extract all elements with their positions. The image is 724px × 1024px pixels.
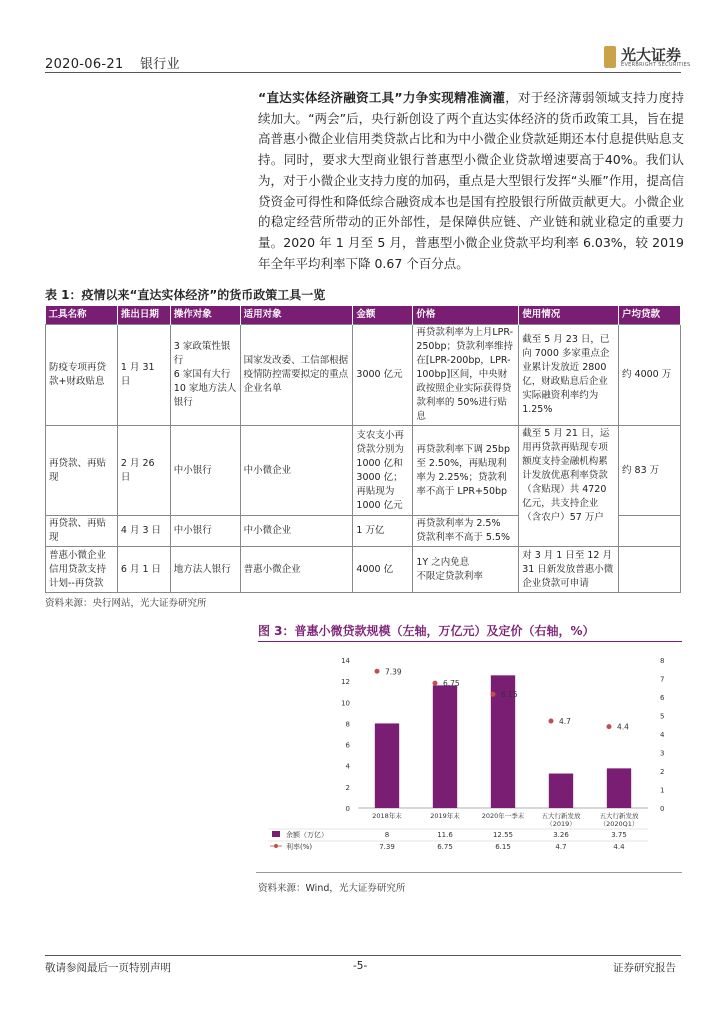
table-row — [46, 547, 681, 593]
rate-data-label: 4.7 — [559, 717, 571, 727]
table-cell: 对 3 月 1 日至 12 月 31 日新发放普惠小微企业贷款可申请 — [519, 547, 619, 593]
footer-divider — [45, 955, 681, 956]
table-cell: 3 家政策性银行 6 家国有大行 10 家地方法人银行 — [170, 325, 240, 426]
data-table-value: 3.26 — [553, 831, 569, 839]
rate-data-label: 6.15 — [501, 690, 518, 700]
rate-point — [375, 669, 380, 674]
table-cell: 4000 亿 — [353, 547, 413, 593]
x-tick-label-sub: （2020Q1） — [599, 820, 639, 828]
table-cell: 再贷款利率为 2.5% 贷款利率不高于 5.5% — [413, 516, 519, 547]
y-right-tick-label: 3 — [660, 749, 665, 758]
table-cell: 4 月 3 日 — [117, 516, 170, 547]
col-header: 价格 — [413, 306, 519, 325]
x-tick-label: 2019年末 — [430, 812, 460, 820]
data-table-value: 4.4 — [613, 843, 625, 851]
x-tick-label: 五大行新发放 — [599, 812, 639, 820]
x-tick-label: 五大行新发放 — [541, 812, 581, 820]
table-cell: 普惠小微企业 — [240, 547, 353, 593]
body-paragraph — [258, 88, 684, 274]
y-right-tick-label: 5 — [660, 712, 665, 721]
table-cell: 截至 5 月 23 日，已向 7000 多家重点企业累计发放近 2800 亿，财政贴息后企业实际融资利率约为 1.25% — [519, 325, 619, 426]
data-table-value: 4.7 — [555, 843, 567, 851]
table-cell: 1 万亿 — [353, 516, 413, 547]
table-cell: 防疫专项再贷款+财政贴息 — [46, 325, 118, 426]
figure-bottom-rule — [256, 872, 682, 873]
table-cell — [619, 547, 681, 593]
loan-chart — [258, 650, 682, 868]
table-cell: 2 月 26 日 — [117, 426, 170, 516]
figure-title-rule — [258, 641, 682, 642]
y-right-tick-label: 1 — [660, 786, 665, 795]
col-header: 操作对象 — [170, 306, 240, 325]
table-cell: 国家发改委、工信部根据疫情防控需要拟定的重点企业名单 — [240, 325, 353, 426]
table-cell: 截至 5 月 21 日，运用再贷款再贴现专项额度支持金融机构累计发放优惠利率贷款（含贴现）共 4720 亿元，共支持企业（含农户）57 万户 — [519, 426, 619, 547]
legend-label: 余额（万亿） — [286, 831, 328, 839]
y-right-tick-label: 8 — [660, 657, 665, 665]
table-cell: 再贷款利率下调 25bp 至 2.50%，再贴现利率为 2.25%；贷款利率不高于 LPR+50bp — [413, 426, 519, 516]
table-cell: 中小微企业 — [240, 426, 353, 516]
table-cell: 中小银行 — [170, 516, 240, 547]
y-left-tick-label: 10 — [341, 699, 350, 708]
x-tick-label-sub: （2019） — [546, 820, 576, 828]
footer-disclaimer: 敬请参阅最后一页特别声明 — [45, 962, 171, 974]
bar — [433, 685, 457, 808]
y-left-tick-label: 14 — [341, 657, 350, 665]
x-tick-label: 2018年末 — [372, 812, 402, 820]
y-right-tick-label: 4 — [660, 731, 665, 739]
rate-point — [549, 719, 554, 724]
legend-swatch-balance — [272, 831, 280, 837]
logo-mark-icon — [604, 46, 616, 68]
table-cell: 地方法人银行 — [170, 547, 240, 593]
rate-data-label: 6.75 — [443, 679, 460, 689]
table-cell — [619, 516, 681, 547]
col-header: 户均贷款 — [619, 306, 681, 325]
rate-point — [433, 681, 438, 686]
data-table-value: 8 — [384, 831, 390, 839]
col-header: 使用情况 — [519, 306, 619, 325]
footer-report-type: 证券研究报告 — [613, 962, 676, 974]
policy-tools-table — [45, 306, 681, 593]
rate-data-label: 7.39 — [385, 667, 402, 677]
bar — [549, 774, 573, 808]
industry-label: 银行业 — [140, 57, 180, 72]
rate-point — [491, 692, 496, 697]
table-cell: 支农支小再贷款分别为 1000 亿和 3000 亿；再贴现为 1000 亿元 — [353, 426, 413, 516]
figure-title: 图 3：普惠小微贷款规模（左轴，万亿元）及定价（右轴，%） — [258, 624, 595, 638]
header-divider — [45, 72, 681, 73]
y-left-tick-label: 4 — [345, 762, 350, 771]
table-source: 资料来源：央行网站，光大证券研究所 — [45, 598, 207, 609]
table-cell: 约 4000 万 — [619, 325, 681, 426]
col-header: 推出日期 — [117, 306, 170, 325]
table-cell: 再贷款、再贴现 — [46, 516, 118, 547]
y-left-tick-label: 12 — [341, 678, 350, 687]
bar — [607, 768, 631, 808]
data-table-value: 3.75 — [611, 831, 627, 839]
data-table-value: 12.55 — [492, 831, 514, 839]
figure-source: 资料来源：Wind，光大证券研究所 — [258, 883, 406, 894]
data-table-value: 6.75 — [437, 843, 453, 851]
table-cell: 再贷款利率为上月LPR-250bp；贷款利率维持在[LPR-200bp，LPR-100bp]区间，中央财政按照企业实际获得贷款利率的 50%进行贴息 — [413, 325, 519, 426]
rate-data-label: 4.4 — [617, 722, 629, 732]
table-header-row — [46, 306, 681, 325]
table-cell: 中小微企业 — [240, 516, 353, 547]
table-cell: 中小银行 — [170, 426, 240, 516]
y-left-tick-label: 8 — [345, 720, 350, 729]
col-header: 工具名称 — [46, 306, 118, 325]
data-table-value: 7.39 — [379, 843, 395, 851]
y-right-tick-label: 6 — [660, 694, 665, 702]
table-title: 表 1：疫情以来“直达实体经济”的货币政策工具一览 — [45, 288, 326, 302]
page-number: -5- — [353, 960, 368, 972]
table-cell: 约 83 万 — [619, 426, 681, 516]
y-right-tick-label: 2 — [660, 768, 665, 776]
y-right-tick-label: 7 — [660, 675, 665, 684]
legend-label: 利率(%) — [286, 843, 313, 851]
data-table-value: 6.15 — [495, 843, 511, 851]
table-cell: 普惠小微企业信用贷款支持计划--再贷款 — [46, 547, 118, 593]
legend-swatch-rate — [274, 844, 278, 848]
report-date-industry — [45, 53, 180, 72]
logo-en: EVERBRIGHT SECURITIES — [621, 62, 691, 68]
y-left-tick-label: 0 — [345, 805, 350, 813]
y-left-tick-label: 2 — [345, 783, 350, 792]
col-header: 金额 — [353, 306, 413, 325]
table-row — [46, 325, 681, 426]
col-header: 适用对象 — [240, 306, 353, 325]
data-table-value: 11.6 — [437, 831, 453, 839]
table-cell: 再贷款、再贴现 — [46, 426, 118, 516]
paragraph-text: ，对于经济薄弱领域支持力度持续加大。“两会”后，央行新创设了两个直达实体经济的货币政策工具，旨在提高普惠小微企业信用类贷款占比和为中小微企业贷款延期还本付息提供贴息支持。同时，要求大型商业银行普惠型小微企业贷款增速要高于40%。我们认为，对于小微企业支持力度的加码，重点是大型银行发挥“头雁”作用，提高信贷资金可得性和降低综合融资成本也是国有控股银行所做贡献更大。小微企业的稳定经营所带动的正外部性，是保障供应链、产业链和就业稳定的重要力量。2020 年 1 月至 5 月，普惠型小微企业贷款平均利率 6.03%，较 2019 年全年平均利率下降 0.67 个百分点。 — [258, 90, 684, 271]
report-date: 2020-06-21 — [45, 57, 124, 72]
table-cell: 1Y 之内免息 不限定贷款利率 — [413, 547, 519, 593]
table-row — [46, 426, 681, 516]
x-tick-label: 2020年一季末 — [481, 812, 525, 820]
table-cell: 1 月 31 日 — [117, 325, 170, 426]
paragraph-lead: “直达实体经济融资工具”力争实现精准滴灌 — [258, 90, 506, 105]
y-right-tick-label: 0 — [660, 805, 665, 813]
rate-point — [607, 724, 612, 729]
table-cell: 3000 亿元 — [353, 325, 413, 426]
logo-cn: 光大证券 — [621, 46, 682, 64]
bar — [375, 723, 399, 808]
y-left-tick-label: 6 — [345, 741, 350, 750]
table-cell: 6 月 1 日 — [117, 547, 170, 593]
